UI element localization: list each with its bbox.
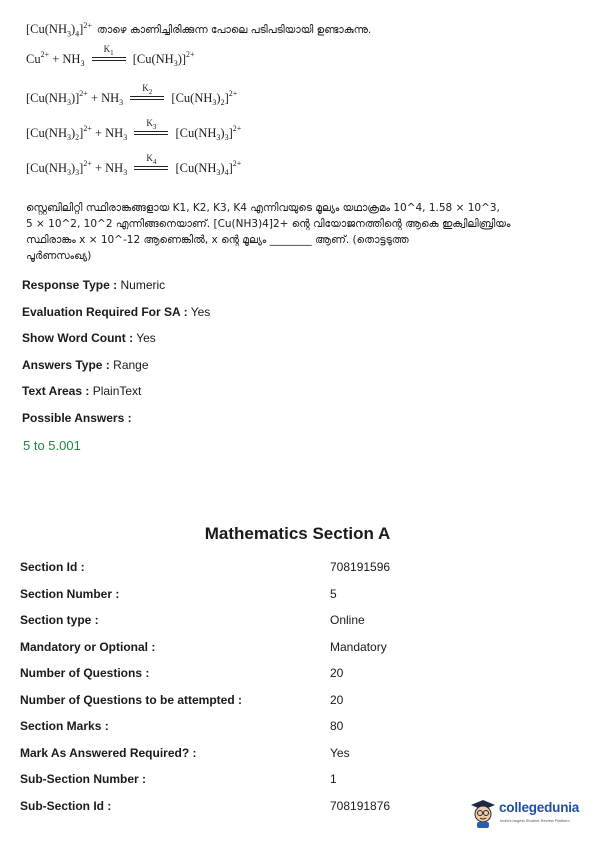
section-row-label: Number of Questions to be attempted : xyxy=(20,693,243,707)
section-row-label: Mandatory or Optional : xyxy=(20,640,156,654)
section-row-label: Number of Questions : xyxy=(20,666,150,680)
equation-4: $[Cu(NH_3)_3]^{2+} + NH_3$ $K_4$ $[Cu(NH_3)_4]^{2+}$ xyxy=(26,153,242,177)
question-paragraph xyxy=(26,200,571,264)
section-row-value: 80 xyxy=(330,719,344,733)
word-count-value: Yes xyxy=(136,331,156,345)
intro-species: $[Cu(NH_3)_4]^{2+}$ xyxy=(26,20,92,39)
word-count-label: Show Word Count : xyxy=(22,331,134,345)
text-areas xyxy=(22,384,141,398)
equilibrium-arrow-4: $K_4$ xyxy=(134,164,168,174)
possible-answers xyxy=(22,411,132,425)
response-type xyxy=(22,278,165,292)
section-row-label: Section Number : xyxy=(20,587,120,601)
section-row-label: Section Marks : xyxy=(20,719,109,733)
evaluation-value: Yes xyxy=(190,305,211,319)
section-row-label: Section type : xyxy=(20,613,99,627)
text-areas-label: Text Areas : xyxy=(22,384,90,398)
equilibrium-arrow-3: $K_3$ xyxy=(134,129,168,139)
equation-3: $[Cu(NH_3)_2]^{2+} + NH_3$ $K_3$ $[Cu(NH_3)_3]^{2+}$ xyxy=(26,118,242,142)
paragraph-line-3: സ്ഥിരാങ്കം x × 10^-12 ആണെങ്കിൽ, x ന്റെ മൂല്യം ________ ആണ്. (തൊട്ടടുത്ത xyxy=(26,234,409,246)
possible-answers-label: Possible Answers : xyxy=(22,411,132,425)
section-row-label: Section Id : xyxy=(20,560,85,574)
equilibrium-arrow-1: $K_1$ xyxy=(92,55,126,65)
section-row-value: 20 xyxy=(330,693,344,707)
section-row-value: 708191596 xyxy=(330,560,391,574)
section-row-label: Sub-Section Id : xyxy=(20,799,112,813)
logo-text: collegedunia xyxy=(499,800,580,815)
paragraph-line-1: സ്റ്റെബിലിറ്റി സ്ഥിരാങ്കങ്ങളായ K1, K2, K3, K4 എന്നിവയുടെ മൂല്യം യഥാക്രമം 10^4, 1.58 × 10^3, xyxy=(26,202,500,214)
section-row-value: 1 xyxy=(330,772,337,786)
section-title: Mathematics Section A xyxy=(204,524,391,543)
logo-tagline: India's largest Student Review Platform xyxy=(500,818,570,823)
equation-2: $[Cu(NH_3)]^{2+} + NH_3$ $K_2$ $[Cu(NH_3)_2]^{2+}$ xyxy=(26,83,238,107)
response-type-label: Response Type : xyxy=(22,278,118,292)
paragraph-line-2: 5 × 10^2, 10^2 എന്നിങ്ങനെയാണ്. [Cu(NH3)4]2+ ന്റെ വിയോജനത്തിന്റെ ആകെ ഇക്വിലിബ്രിയം xyxy=(26,218,511,230)
section-row-value: 708191876 xyxy=(330,799,391,813)
answers-type xyxy=(22,358,149,372)
section-row-value: Mandatory xyxy=(330,640,387,654)
answers-type-label: Answers Type : xyxy=(22,358,110,372)
question-intro xyxy=(26,18,371,39)
paragraph-line-4: പൂർണസംഖ്യ) xyxy=(26,250,92,262)
section-row-label: Mark As Answered Required? : xyxy=(20,746,197,760)
section-row-label: Sub-Section Number : xyxy=(20,772,147,786)
equation-1: $Cu^{2+} + NH_3$ $K_1$ $[Cu(NH_3)]^{2+}$ xyxy=(26,44,195,68)
possible-answers-value: 5 to 5.001 xyxy=(23,438,81,453)
show-word-count xyxy=(22,331,156,345)
response-type-value: Numeric xyxy=(120,278,166,292)
evaluation-label: Evaluation Required For SA : xyxy=(22,305,188,319)
collegedunia-logo xyxy=(470,797,585,831)
answers-type-value: Range xyxy=(113,358,149,372)
section-row-value: Online xyxy=(330,613,365,627)
section-row-value: 5 xyxy=(330,587,337,601)
section-row-value: Yes xyxy=(330,746,350,760)
intro-text: താഴെ കാണിച്ചിരിക്കുന്ന പോലെ പടിപടിയായി ഉണ്ടാകുന്നു. xyxy=(96,24,372,36)
text-areas-value: PlainText xyxy=(92,384,142,398)
mascot-icon xyxy=(470,799,496,829)
evaluation-required xyxy=(22,305,210,319)
equilibrium-arrow-2: $K_2$ xyxy=(130,94,164,104)
section-row-value: 20 xyxy=(330,666,344,680)
